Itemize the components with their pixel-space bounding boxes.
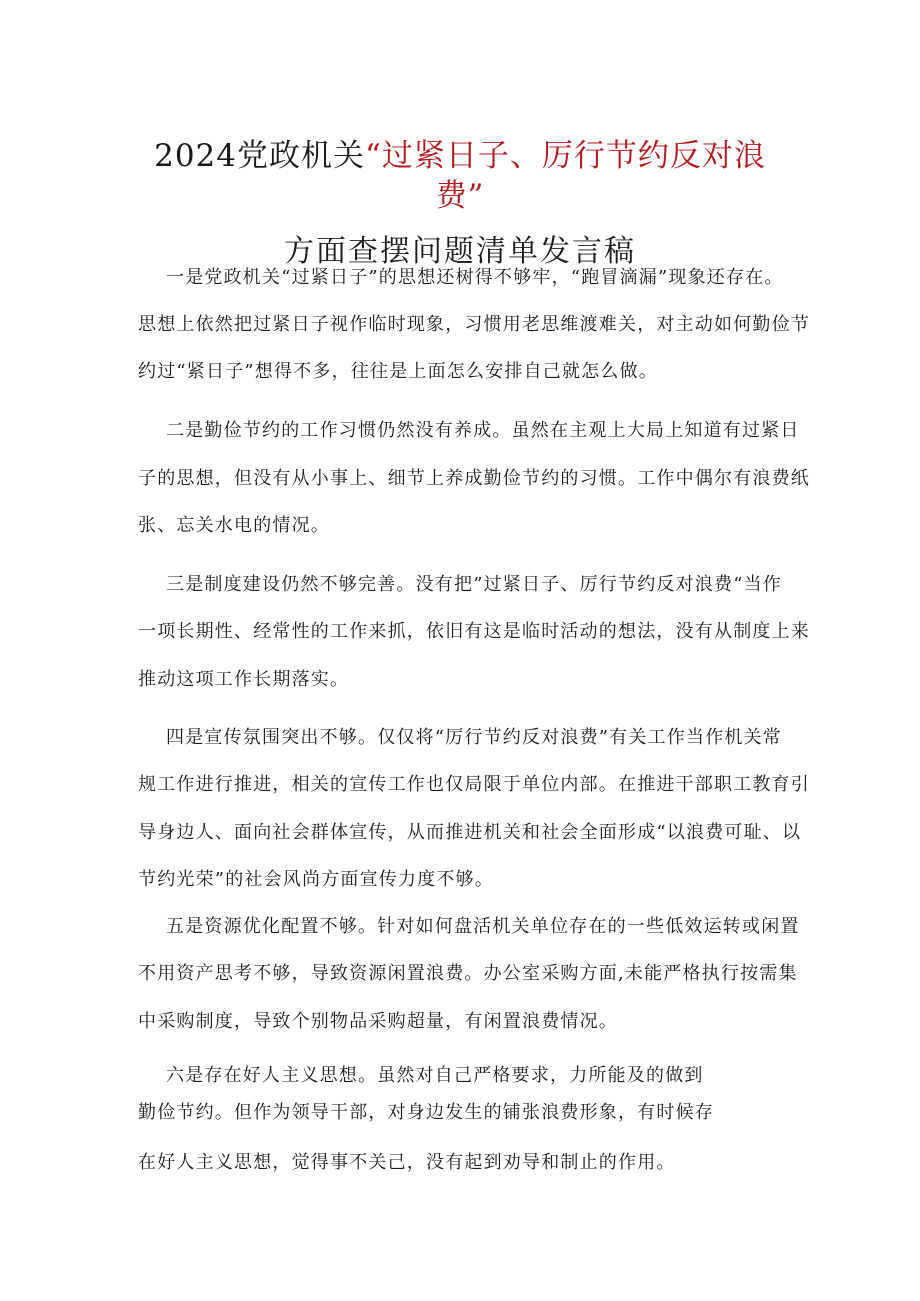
paragraph-line: 不用资产思考不够，导致资源闲置浪费。办公室采购方面,未能严格执行按需集 xyxy=(138,963,798,984)
paragraph-line: 二是勤俭节约的工作习惯仍然没有养成。虽然在主观上大局上知道有过紧日 xyxy=(166,420,800,441)
title-highlight: “过紧日子、厉行节约反对浪 xyxy=(365,138,766,174)
paragraph-line: 推动这项工作长期落实。 xyxy=(138,669,350,690)
paragraph-line: 一是党政机关“过紧日子”的思想还树得不够牢，“跑冒滴漏”现象还存在。 xyxy=(166,267,784,288)
paragraph-line: 一项长期性、经常性的工作来抓，依旧有这是临时活动的想法，没有从制度上来 xyxy=(138,621,810,642)
paragraph-line: 导身边人、面向社会群体宣传，从而推进机关和社会全面形成“以浪费可耻、以 xyxy=(138,822,802,843)
paragraph-line: 张、忘关水电的情况。 xyxy=(138,515,330,536)
paragraph-line: 六是存在好人主义思想。虽然对自己严格要求，力所能及的做到 xyxy=(166,1065,704,1086)
paragraph-line: 规工作进行推进，相关的宣传工作也仅局限于单位内部。在推进干部职工教育引 xyxy=(138,774,810,795)
document-title-line-1 xyxy=(0,136,920,176)
paragraph-line: 勤俭节约。但作为领导干部，对身边发生的铺张浪费形象，有时候存 xyxy=(138,1102,714,1123)
paragraph-line: 思想上依然把过紧日子视作临时现象，习惯用老思维渡难关，对主动如何勤俭节 xyxy=(138,314,810,335)
paragraph-line: 节约光荣”的社会风尚方面宣传力度不够。 xyxy=(138,869,495,890)
paragraph-line: 中采购制度，导致个别物品采购超量，有闲置浪费情况。 xyxy=(138,1011,618,1032)
paragraph-line: 五是资源优化配置不够。针对如何盘活机关单位存在的一些低效运转或闲置 xyxy=(166,916,800,937)
paragraph-line: 在好人主义思想，觉得事不关己，没有起到劝导和制止的作用。 xyxy=(138,1152,676,1173)
title-prefix: 2024党政机关 xyxy=(154,138,366,174)
paragraph-line: 四是宣传氛围突出不够。仅仅将“厉行节约反对浪费”有关工作当作机关常 xyxy=(166,727,783,748)
title-highlight-end: 费” xyxy=(435,178,485,214)
paragraph-line: 约过“紧日子”想得不多，往往是上面怎么安排自己就怎么做。 xyxy=(138,361,659,382)
paragraph-line: 三是制度建设仍然不够完善。没有把”过紧日子、厉行节约反对浪费“当作 xyxy=(166,574,783,595)
paragraph-line: 子的思想，但没有从小事上、细节上养成勤俭节约的习惯。工作中偶尔有浪费纸 xyxy=(138,468,810,489)
document-title-line-2 xyxy=(0,176,920,216)
document-subtitle: 方面查摆问题清单发言稿 xyxy=(284,234,636,269)
